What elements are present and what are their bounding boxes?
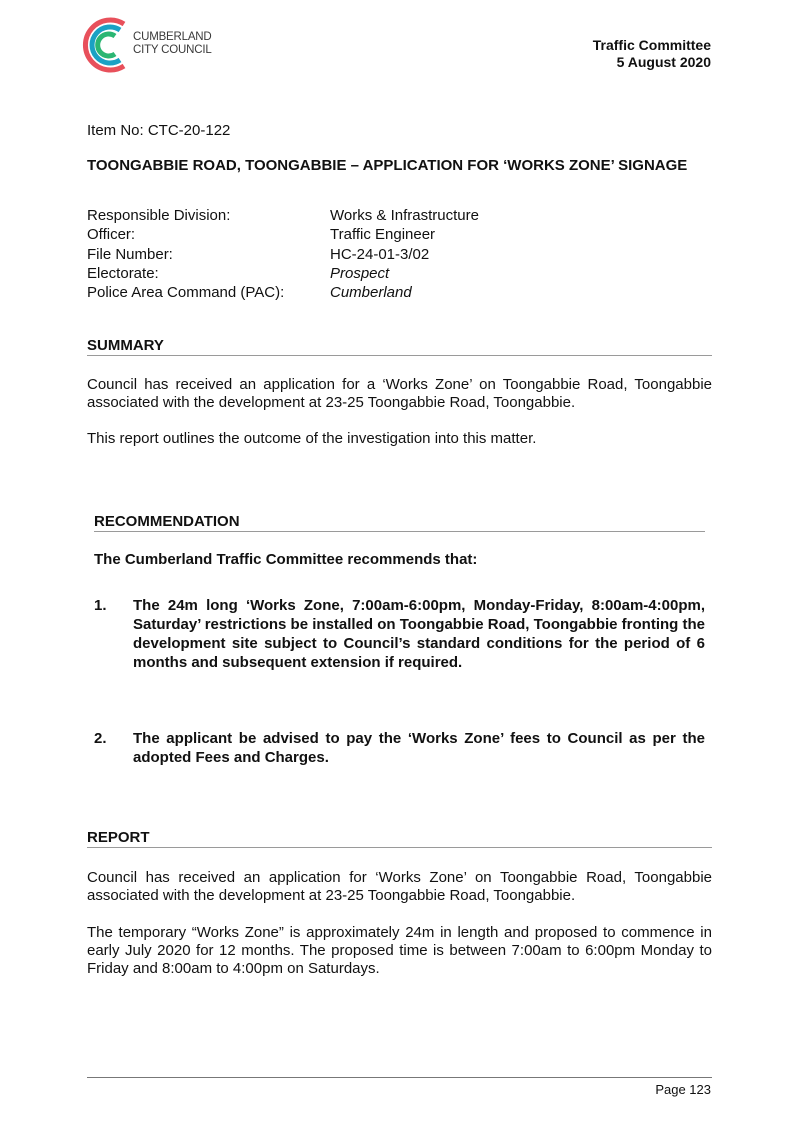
- council-logo: [78, 14, 228, 76]
- recommendation-item: [94, 596, 705, 672]
- logo-wordmark: [133, 31, 212, 57]
- meta-value: Prospect: [330, 264, 390, 282]
- summary-paragraph-2: This report outlines the outcome of the investigation into this matter.: [87, 430, 537, 447]
- report-paragraph-2: The temporary “Works Zone” is approximately 24m in length and proposed to commence in early July 2020 for 12 months. The proposed time is between 7:00am to 6:00pm Monday to Friday and 8:00am to 4:00pm on Saturdays.: [87, 924, 712, 977]
- meta-row: [87, 283, 479, 302]
- item-number: Item No: CTC-20-122: [87, 122, 231, 139]
- recommendation-heading: RECOMMENDATION: [94, 513, 705, 532]
- recommendation-text: The 24m long ‘Works Zone, 7:00am-6:00pm, Monday-Friday, 8:00am-4:00pm, Saturday’ restrictions be installed on Toongabbie Road, Toongabbie fronting the development site subject to Council’s standard conditions for the period of 6 months and subsequent extension if required.: [133, 597, 705, 671]
- meta-value: Traffic Engineer: [330, 226, 436, 244]
- recommendation-item: [94, 729, 705, 767]
- meta-value: HC-24-01-3/02: [330, 245, 430, 263]
- meta-label: Police Area Command (PAC):: [87, 284, 285, 302]
- meta-row: [87, 264, 479, 283]
- item-title: TOONGABBIE ROAD, TOONGABBIE – APPLICATION FOR ‘WORKS ZONE’ SIGNAGE: [87, 157, 688, 174]
- logo-line-2: CITY COUNCIL: [133, 44, 212, 56]
- meta-label: Electorate:: [87, 264, 159, 282]
- meta-row: [87, 225, 479, 244]
- recommendation-text: The applicant be advised to pay the ‘Works Zone’ fees to Council as per the adopted Fees and Charges.: [133, 730, 705, 766]
- meta-label: File Number:: [87, 245, 173, 263]
- document-header: [593, 37, 711, 71]
- meta-value: Works & Infrastructure: [330, 207, 479, 224]
- footer-divider: [87, 1077, 712, 1078]
- recommendation-number: 1.: [94, 597, 107, 614]
- report-paragraph-1: Council has received an application for ‘Works Zone’ on Toongabbie Road, Toongabbie associated with the development at 23-25 Toongabbie Road, Toongabbie.: [87, 869, 712, 904]
- recommendation-intro: The Cumberland Traffic Committee recommends that:: [94, 551, 478, 568]
- meeting-date: 5 August 2020: [616, 54, 711, 70]
- summary-paragraph-1: Council has received an application for a ‘Works Zone’ on Toongabbie Road, Toongabbie associated with the development at 23-25 Toongabbie Road, Toongabbie.: [87, 376, 712, 411]
- meta-row: [87, 245, 479, 264]
- item-metadata: [87, 206, 479, 302]
- committee-name: Traffic Committee: [592, 37, 711, 53]
- meta-label: Responsible Division:: [87, 207, 231, 224]
- council-logo-icon: [78, 14, 132, 76]
- recommendation-number: 2.: [94, 730, 107, 747]
- meta-row: [87, 206, 479, 225]
- report-heading: REPORT: [87, 829, 712, 848]
- page-number: Page 123: [655, 1082, 711, 1097]
- logo-line-1: CUMBERLAND: [133, 31, 212, 43]
- meta-value: Cumberland: [330, 284, 412, 302]
- summary-heading: SUMMARY: [87, 337, 712, 356]
- meta-label: Officer:: [87, 226, 136, 244]
